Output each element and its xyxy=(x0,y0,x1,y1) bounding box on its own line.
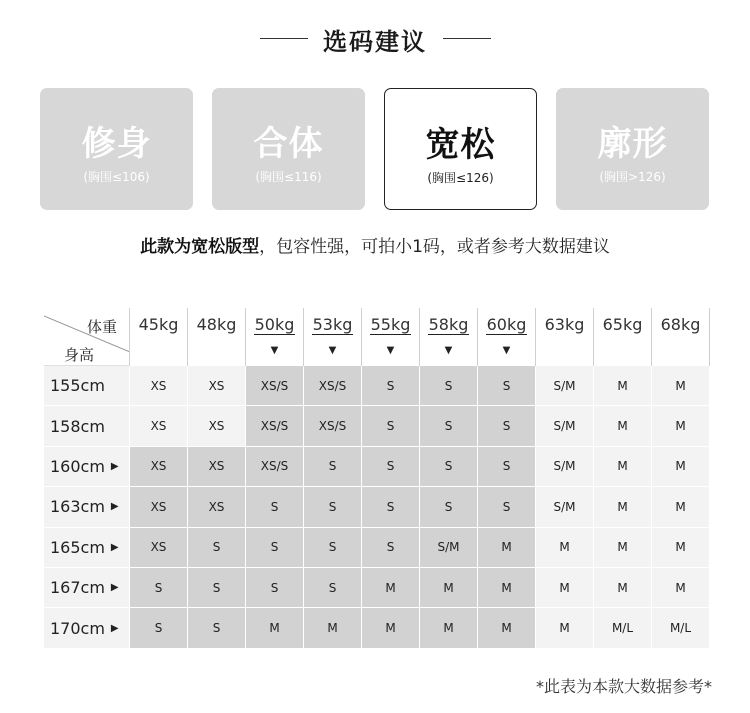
size-cell: XS xyxy=(188,366,246,406)
fit-option-name: 合体 xyxy=(253,124,324,164)
size-cell: M xyxy=(652,568,710,608)
size-cell: S xyxy=(478,406,536,446)
size-cell: M xyxy=(420,608,478,648)
height-label: 163cm xyxy=(50,497,105,517)
size-cell: XS/S xyxy=(246,447,304,487)
size-cell: M xyxy=(246,608,304,648)
size-cell: XS xyxy=(130,528,188,568)
weight-column-header xyxy=(304,308,362,366)
section-title xyxy=(0,20,750,56)
size-chart-table xyxy=(44,308,710,653)
weight-label: 50kg xyxy=(254,315,295,334)
size-cell: XS/S xyxy=(246,406,304,446)
fit-recommendation-note xyxy=(0,232,750,257)
size-cell: M xyxy=(652,447,710,487)
title-divider-right xyxy=(443,38,491,39)
fit-option-card[interactable] xyxy=(40,88,193,210)
note-bold-text: 此款为宽松版型 xyxy=(140,237,260,257)
weight-column-header xyxy=(420,308,478,366)
weight-column-header xyxy=(246,308,304,366)
size-cell: S/M xyxy=(536,366,594,406)
weight-label: 45kg xyxy=(138,315,179,334)
weight-column-header xyxy=(536,308,594,366)
size-cell: XS xyxy=(130,406,188,446)
size-cell: S xyxy=(246,528,304,568)
size-cell: S xyxy=(188,568,246,608)
size-cell: M xyxy=(594,366,652,406)
height-label: 155cm xyxy=(50,376,105,396)
size-cell: XS xyxy=(130,487,188,527)
size-cell: S/M xyxy=(420,528,478,568)
size-cell: S xyxy=(362,528,420,568)
weight-label: 68kg xyxy=(660,315,701,334)
weight-label: 55kg xyxy=(370,315,411,334)
height-label: 167cm xyxy=(50,578,105,598)
height-label: 158cm xyxy=(50,416,105,436)
weight-column-header xyxy=(652,308,710,366)
height-row-header xyxy=(44,608,130,648)
fit-option-chest-range: (胸围≤106) xyxy=(83,170,150,184)
size-cell: S xyxy=(304,568,362,608)
size-cell: S xyxy=(130,608,188,648)
size-cell: M xyxy=(652,406,710,446)
size-cell: M xyxy=(478,568,536,608)
size-cell: M xyxy=(362,568,420,608)
size-cell: S xyxy=(478,487,536,527)
height-label: 165cm xyxy=(50,537,105,557)
size-cell: S xyxy=(304,487,362,527)
weight-label: 48kg xyxy=(196,315,237,334)
size-cell: S xyxy=(420,366,478,406)
size-cell: S xyxy=(362,447,420,487)
recommended-row-arrow-icon: ▶ xyxy=(110,460,119,472)
table-corner-header xyxy=(44,308,130,366)
size-cell: M xyxy=(420,568,478,608)
size-cell: XS xyxy=(130,447,188,487)
recommended-marker-icon: ▼ xyxy=(502,345,511,356)
fit-option-name: 宽松 xyxy=(425,125,496,165)
size-cell: M xyxy=(536,528,594,568)
size-cell: S xyxy=(420,406,478,446)
weight-label: 60kg xyxy=(486,315,527,334)
size-cell: S xyxy=(420,447,478,487)
weight-label: 65kg xyxy=(602,315,643,334)
size-cell: XS/S xyxy=(304,406,362,446)
size-cell: XS xyxy=(188,447,246,487)
size-cell: M xyxy=(362,608,420,648)
height-row-header xyxy=(44,366,130,406)
height-row-header xyxy=(44,447,130,487)
size-cell: S xyxy=(304,447,362,487)
size-cell: XS xyxy=(188,487,246,527)
size-cell: S xyxy=(478,366,536,406)
size-cell: M xyxy=(594,447,652,487)
recommended-row-arrow-icon: ▶ xyxy=(110,622,119,634)
weight-column-header xyxy=(594,308,652,366)
size-cell: XS/S xyxy=(304,366,362,406)
fit-option-name: 廓形 xyxy=(597,124,668,164)
recommended-row-arrow-icon: ▶ xyxy=(110,501,119,513)
size-cell: M xyxy=(536,608,594,648)
page-title: 选码建议 xyxy=(323,28,427,56)
weight-column-header xyxy=(130,308,188,366)
height-row-header xyxy=(44,406,130,446)
height-row-header xyxy=(44,487,130,527)
table-footnote: *此表为本款大数据参考* xyxy=(535,677,712,696)
size-cell: M xyxy=(652,366,710,406)
size-cell: S xyxy=(246,568,304,608)
size-cell: XS xyxy=(130,366,188,406)
weight-label: 53kg xyxy=(312,315,353,334)
size-cell: M xyxy=(594,568,652,608)
fit-option-name: 修身 xyxy=(81,124,152,164)
size-cell: XS/S xyxy=(246,366,304,406)
size-cell: S xyxy=(246,487,304,527)
height-label: 170cm xyxy=(50,618,105,638)
size-cell: S xyxy=(362,366,420,406)
height-row-header xyxy=(44,568,130,608)
height-row-header xyxy=(44,528,130,568)
size-cell: M xyxy=(594,528,652,568)
note-rest-text: ，包容性强，可拍小1码，或者参考大数据建议 xyxy=(259,237,610,257)
recommended-marker-icon: ▼ xyxy=(270,345,279,356)
size-cell: S/M xyxy=(536,447,594,487)
size-cell: XS xyxy=(188,406,246,446)
size-cell: S xyxy=(478,447,536,487)
recommended-row-arrow-icon: ▶ xyxy=(110,582,119,594)
fit-option-chest-range: (胸围≤116) xyxy=(255,170,322,184)
height-axis-label: 身高 xyxy=(64,346,95,364)
weight-label: 63kg xyxy=(544,315,585,334)
size-cell: S xyxy=(362,487,420,527)
height-label: 160cm xyxy=(50,456,105,476)
fit-option-card[interactable] xyxy=(212,88,365,210)
size-cell: S xyxy=(130,568,188,608)
recommended-marker-icon: ▼ xyxy=(328,345,337,356)
size-cell: M xyxy=(304,608,362,648)
size-cell: M xyxy=(478,528,536,568)
size-cell: M xyxy=(652,528,710,568)
weight-label: 58kg xyxy=(428,315,469,334)
size-cell: M xyxy=(536,568,594,608)
size-cell: M xyxy=(652,487,710,527)
fit-option-chest-range: (胸围>126) xyxy=(599,170,666,184)
fit-option-card[interactable] xyxy=(556,88,709,210)
weight-column-header xyxy=(362,308,420,366)
recommended-row-arrow-icon: ▶ xyxy=(110,541,119,553)
size-cell: M xyxy=(594,406,652,446)
weight-column-header xyxy=(188,308,246,366)
fit-option-chest-range: (胸围≤126) xyxy=(427,171,494,185)
recommended-marker-icon: ▼ xyxy=(386,345,395,356)
size-cell: M/L xyxy=(594,608,652,648)
size-cell: M xyxy=(478,608,536,648)
size-cell: S xyxy=(188,608,246,648)
size-cell: S xyxy=(188,528,246,568)
size-cell: S xyxy=(362,406,420,446)
size-cell: S xyxy=(420,487,478,527)
weight-axis-label: 体重 xyxy=(86,318,117,336)
fit-option-card[interactable] xyxy=(384,88,537,210)
size-cell: M/L xyxy=(652,608,710,648)
recommended-marker-icon: ▼ xyxy=(444,345,453,356)
size-cell: S xyxy=(304,528,362,568)
weight-column-header xyxy=(478,308,536,366)
size-cell: M xyxy=(594,487,652,527)
size-cell: S/M xyxy=(536,406,594,446)
size-cell: S/M xyxy=(536,487,594,527)
